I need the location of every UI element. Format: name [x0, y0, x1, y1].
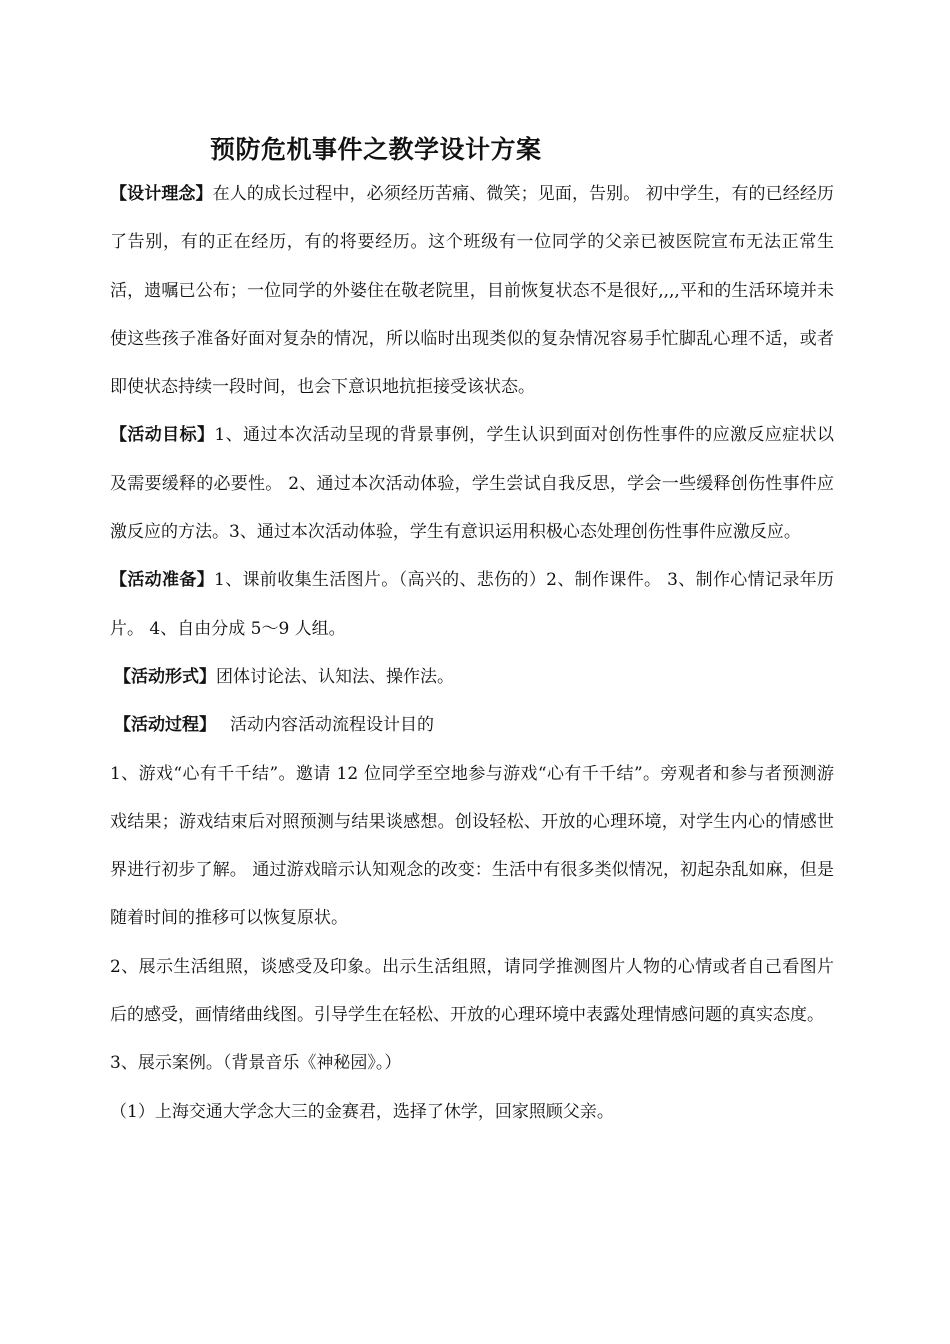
activity-goals-paragraph [110, 411, 834, 556]
activity-prep-paragraph [110, 556, 834, 653]
activity-form-paragraph [110, 653, 834, 701]
process-item-1: 1、游戏“心有千千结”。邀请 12 位同学至空地参与游戏“心有千千结”。旁观者和参与者预测游戏结果；游戏结束后对照预测与结果谈感想。创设轻松、开放的心理环境，对学生内心的情感世界进行初步了解。 通过游戏暗示认知观念的改变：生活中有很多类似情况，初起杂乱如麻，但是随着时间的推移可以恢复原状。 [110, 763, 834, 929]
design-concept-text: 在人的成长过程中，必须经历苦痛、微笑；见面，告别。 初中学生，有的已经经历了告别，有的正在经历，有的将要经历。这个班级有一位同学的父亲已被医院宣布无法正常生活，遗嘱已公布；一位同学的外婆住在敬老院里，目前恢复状态不是很好,,,,平和的生活环境并未使这些孩子准备好面对复杂的情况，所以临时出现类似的复杂情况容易手忙脚乱心理不适，或者即使状态持续一段时间，也会下意识地抗拒接受该状态。 [110, 184, 834, 398]
activity-goals-text: 1、通过本次活动呈现的背景事例，学生认识到面对创伤性事件的应激反应症状以及需要缓释的必要性。 2、通过本次活动体验，学生尝试自我反思，学会一些缓释创伤性事件应激反应的方法。3、通过本次活动体验，学生有意识运用积极心态处理创伤性事件应激反应。 [110, 425, 834, 543]
document-body [110, 170, 834, 1136]
activity-process-paragraph [110, 701, 834, 749]
activity-form-text: 团体讨论法、认知法、操作法。 [216, 666, 454, 687]
activity-prep-label: 【活动准备】 [110, 570, 215, 591]
process-item-3: 3、展示案例。（背景音乐《神秘园》。） [110, 1053, 402, 1074]
activity-process-text: 活动内容活动流程设计目的 [230, 715, 434, 736]
activity-goals-label: 【活动目标】 [110, 425, 215, 446]
activity-prep-text: 1、课前收集生活图片。（高兴的、悲伤的）2、制作课件。 3、制作心情记录年历片。 4、自由分成 5～9 人组。 [110, 570, 834, 639]
design-concept-paragraph [110, 170, 834, 411]
process-item-3-1: （1）上海交通大学念大三的金赛君，选择了休学，回家照顾父亲。 [110, 1101, 614, 1122]
activity-form-label: 【活动形式】 [114, 666, 216, 687]
document-title: 预防危机事件之教学设计方案 [210, 135, 542, 164]
activity-process-label: 【活动过程】 [114, 715, 216, 736]
design-concept-label: 【设计理念】 [110, 184, 213, 204]
process-item-2: 2、展示生活组照，谈感受及印象。出示生活组照，请同学推测图片人物的心情或者自己看图片后的感受，画情绪曲线图。引导学生在轻松、开放的心理环境中表露处理情感问题的真实态度。 [110, 956, 834, 1026]
